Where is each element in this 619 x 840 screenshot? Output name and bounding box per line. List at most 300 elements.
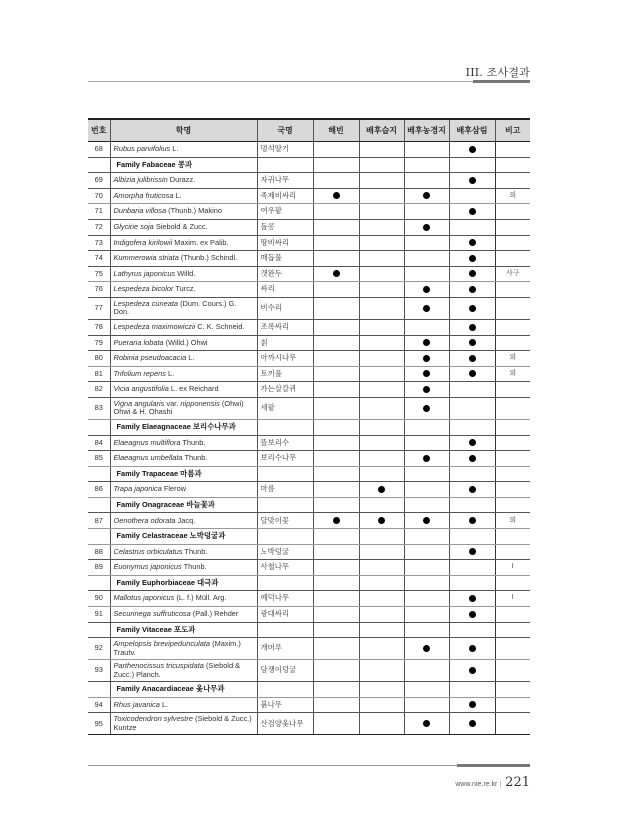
- author: Jacq.: [175, 515, 196, 525]
- species-row: [88, 335, 530, 351]
- cell-number: 82: [88, 382, 110, 398]
- cell-number: 93: [88, 660, 110, 682]
- cell-remarks: [495, 297, 530, 319]
- cell-back-wetland: [359, 482, 404, 498]
- empty-cell: [257, 575, 313, 591]
- cell-scientific-name: [110, 513, 257, 529]
- cell-number: [88, 419, 110, 435]
- empty-cell: [449, 157, 495, 173]
- scientific-name: Vigna angularis: [113, 398, 165, 408]
- empty-cell: [495, 575, 530, 591]
- cell-number: 84: [88, 435, 110, 451]
- cell-number: 79: [88, 335, 110, 351]
- presence-dot-icon: [423, 517, 430, 524]
- cell-scientific-name: [110, 713, 257, 735]
- cell-beach: [313, 560, 359, 576]
- cell-korean-name: 갯완두: [257, 266, 313, 282]
- cell-beach: [313, 544, 359, 560]
- empty-cell: [359, 575, 404, 591]
- presence-dot-icon: [469, 611, 476, 618]
- cell-korean-name: 광대싸리: [257, 607, 313, 623]
- cell-korean-name: 칡: [257, 335, 313, 351]
- cell-korean-name: 돌콩: [257, 219, 313, 235]
- cell-remarks: [495, 335, 530, 351]
- cell-korean-name: 담쟁이덩굴: [257, 660, 313, 682]
- presence-dot-icon: [469, 439, 476, 446]
- cell-back-farmland: [404, 173, 449, 189]
- author: (Siebold & Zucc.) Kuntze: [113, 714, 252, 732]
- cell-remarks: [495, 435, 530, 451]
- empty-cell: [449, 419, 495, 435]
- cell-scientific-name: [110, 451, 257, 467]
- cell-number: 88: [88, 544, 110, 560]
- author: L.: [159, 699, 169, 709]
- presence-dot-icon: [423, 645, 430, 652]
- cell-remarks: [495, 251, 530, 267]
- presence-dot-icon: [423, 455, 430, 462]
- empty-cell: [495, 682, 530, 698]
- presence-dot-icon: [423, 339, 430, 346]
- cell-remarks: [495, 235, 530, 251]
- cell-back-wetland: [359, 513, 404, 529]
- cell-beach: [313, 251, 359, 267]
- cell-number: 95: [88, 713, 110, 735]
- cell-scientific-name: [110, 607, 257, 623]
- cell-back-wetland: [359, 560, 404, 576]
- cell-back-farmland: [404, 142, 449, 158]
- species-row: [88, 713, 530, 735]
- cell-korean-name: 족제비싸리: [257, 188, 313, 204]
- cell-number: 74: [88, 251, 110, 267]
- cell-back-farmland: [404, 282, 449, 298]
- cell-number: 78: [88, 319, 110, 335]
- scientific-name: Elaeagnus umbellata: [113, 453, 183, 463]
- cell-back-forest: [449, 251, 495, 267]
- author-2: (Ohwi) Ohwi & H. Ohashi: [113, 398, 244, 417]
- empty-cell: [313, 682, 359, 698]
- section-title: III. 조사결과: [465, 66, 530, 79]
- cell-back-forest: [449, 435, 495, 451]
- cell-korean-name: 예덕나무: [257, 591, 313, 607]
- species-row: [88, 266, 530, 282]
- cell-back-wetland: [359, 142, 404, 158]
- presence-dot-icon: [469, 595, 476, 602]
- cell-back-forest: [449, 297, 495, 319]
- cell-korean-name: 붉나무: [257, 697, 313, 713]
- cell-beach: [313, 204, 359, 220]
- table-body: [88, 142, 530, 735]
- empty-cell: [495, 622, 530, 638]
- cell-beach: [313, 607, 359, 623]
- presence-dot-icon: [423, 386, 430, 393]
- empty-cell: [257, 497, 313, 513]
- cell-scientific-name: [110, 351, 257, 367]
- scientific-name: Rubus parvifolius: [113, 144, 171, 154]
- empty-cell: [404, 419, 449, 435]
- col-header-korean-name: 국명: [257, 119, 313, 142]
- cell-remarks: [495, 713, 530, 735]
- cell-scientific-name: [110, 660, 257, 682]
- cell-back-wetland: [359, 397, 404, 419]
- scientific-name: Indigofera kirilowii: [113, 237, 173, 247]
- cell-back-forest: [449, 697, 495, 713]
- cell-back-wetland: [359, 591, 404, 607]
- cell-number: 68: [88, 142, 110, 158]
- empty-cell: [495, 419, 530, 435]
- scientific-name: Lespedeza cuneata: [113, 298, 179, 308]
- cell-beach: [313, 142, 359, 158]
- cell-korean-name: 새팥: [257, 397, 313, 419]
- cell-number: 72: [88, 219, 110, 235]
- cell-number: [88, 622, 110, 638]
- presence-dot-icon: [423, 355, 430, 362]
- cell-back-farmland: [404, 351, 449, 367]
- cell-back-wetland: [359, 297, 404, 319]
- cell-back-forest: [449, 607, 495, 623]
- cell-back-forest: [449, 188, 495, 204]
- cell-back-farmland: [404, 266, 449, 282]
- cell-beach: [313, 713, 359, 735]
- presence-dot-icon: [469, 645, 476, 652]
- author: Durazz.: [167, 175, 196, 185]
- cell-beach: [313, 451, 359, 467]
- empty-cell: [404, 466, 449, 482]
- cell-back-wetland: [359, 713, 404, 735]
- cell-scientific-name: [110, 219, 257, 235]
- cell-korean-name: 여우팥: [257, 204, 313, 220]
- scientific-name: Lespedeza maximowiczii: [113, 321, 196, 331]
- cell-number: [88, 529, 110, 545]
- presence-dot-icon: [378, 517, 385, 524]
- cell-back-forest: [449, 235, 495, 251]
- cell-korean-name: 산검양옻나무: [257, 713, 313, 735]
- cell-remarks: [495, 282, 530, 298]
- cell-back-farmland: [404, 435, 449, 451]
- scientific-name: Trapa japonica: [113, 484, 162, 494]
- species-row: [88, 319, 530, 335]
- presence-dot-icon: [378, 486, 385, 493]
- cell-scientific-name: [110, 638, 257, 660]
- empty-cell: [313, 575, 359, 591]
- cell-remarks: [495, 607, 530, 623]
- author: Thunb.: [180, 437, 206, 447]
- footer-rule-accent: [457, 764, 530, 767]
- cell-beach: [313, 235, 359, 251]
- family-name: Family Trapaceae 마름과: [110, 466, 257, 482]
- cell-back-farmland: [404, 697, 449, 713]
- species-row: [88, 251, 530, 267]
- presence-dot-icon: [469, 355, 476, 362]
- family-name: Family Euphorbiaceae 대극과: [110, 575, 257, 591]
- cell-scientific-name: [110, 142, 257, 158]
- cell-number: 75: [88, 266, 110, 282]
- cell-beach: [313, 397, 359, 419]
- cell-back-wetland: [359, 219, 404, 235]
- cell-remarks: 외: [495, 366, 530, 382]
- family-row: [88, 529, 530, 545]
- empty-cell: [257, 529, 313, 545]
- cell-remarks: [495, 219, 530, 235]
- cell-scientific-name: [110, 366, 257, 382]
- author: Turcz.: [173, 284, 196, 294]
- cell-back-forest: [449, 335, 495, 351]
- cell-remarks: [495, 451, 530, 467]
- scientific-name: Vicia angustifolia: [113, 384, 169, 394]
- cell-scientific-name: [110, 173, 257, 189]
- cell-number: 83: [88, 397, 110, 419]
- scientific-name: Elaeagnus multiflora: [113, 437, 181, 447]
- cell-back-forest: [449, 544, 495, 560]
- author: (Thunb.) Makino: [166, 206, 222, 216]
- empty-cell: [495, 529, 530, 545]
- cell-back-farmland: [404, 188, 449, 204]
- cell-back-forest: [449, 660, 495, 682]
- author: L.: [170, 144, 179, 154]
- cell-number: 85: [88, 451, 110, 467]
- author: L.: [186, 353, 195, 363]
- cell-korean-name: 개머루: [257, 638, 313, 660]
- cell-back-farmland: [404, 482, 449, 498]
- author: C. K. Schneid.: [195, 321, 245, 331]
- cell-back-farmland: [404, 591, 449, 607]
- cell-korean-name: 노박덩굴: [257, 544, 313, 560]
- cell-back-wetland: [359, 335, 404, 351]
- cell-korean-name: 달맞이꽃: [257, 513, 313, 529]
- empty-cell: [359, 622, 404, 638]
- cell-beach: [313, 697, 359, 713]
- cell-number: 90: [88, 591, 110, 607]
- cell-back-wetland: [359, 366, 404, 382]
- scientific-name: Toxicodendron sylvestre: [113, 714, 193, 724]
- cell-back-farmland: [404, 607, 449, 623]
- presence-dot-icon: [423, 224, 430, 231]
- family-row: [88, 419, 530, 435]
- cell-number: [88, 682, 110, 698]
- author: Thunb.: [182, 453, 208, 463]
- cell-scientific-name: [110, 319, 257, 335]
- cell-back-farmland: [404, 382, 449, 398]
- species-row: [88, 219, 530, 235]
- cell-back-wetland: [359, 319, 404, 335]
- cell-beach: [313, 382, 359, 398]
- cell-remarks: [495, 660, 530, 682]
- cell-beach: [313, 173, 359, 189]
- empty-cell: [313, 466, 359, 482]
- empty-cell: [313, 497, 359, 513]
- species-row: [88, 297, 530, 319]
- author: (Dum. Cours.) G. Don.: [113, 298, 237, 317]
- cell-scientific-name: [110, 251, 257, 267]
- presence-dot-icon: [333, 270, 340, 277]
- empty-cell: [359, 497, 404, 513]
- cell-back-forest: [449, 451, 495, 467]
- cell-back-wetland: [359, 382, 404, 398]
- cell-beach: [313, 266, 359, 282]
- author: (Pall.) Rehder: [190, 609, 239, 619]
- empty-cell: [404, 575, 449, 591]
- presence-dot-icon: [469, 177, 476, 184]
- header-rule: [88, 81, 530, 82]
- footer-separator: |: [499, 781, 502, 788]
- cell-back-wetland: [359, 451, 404, 467]
- author: Thunb.: [181, 562, 207, 572]
- cell-back-wetland: [359, 351, 404, 367]
- cell-number: 70: [88, 188, 110, 204]
- col-header-number: 번호: [88, 119, 110, 142]
- footer: [455, 775, 530, 790]
- author: (Willd.) Ohwi: [163, 337, 208, 347]
- cell-back-forest: [449, 319, 495, 335]
- scientific-name: Trifolium repens: [113, 368, 166, 378]
- cell-remarks: 외: [495, 351, 530, 367]
- cell-beach: [313, 219, 359, 235]
- author: (Thunb.) Schindl.: [178, 253, 238, 263]
- family-row: [88, 157, 530, 173]
- scientific-name: Parthenocissus tricuspidata: [113, 661, 204, 671]
- footer-url: www.nie.re.kr: [455, 781, 498, 788]
- empty-cell: [359, 419, 404, 435]
- cell-back-farmland: [404, 319, 449, 335]
- cell-number: 73: [88, 235, 110, 251]
- cell-back-forest: [449, 351, 495, 367]
- presence-dot-icon: [423, 405, 430, 412]
- cell-back-wetland: [359, 173, 404, 189]
- page-number: 221: [505, 775, 530, 790]
- cell-beach: [313, 319, 359, 335]
- cell-back-farmland: [404, 219, 449, 235]
- cell-scientific-name: [110, 544, 257, 560]
- cell-back-wetland: [359, 204, 404, 220]
- cell-scientific-name: [110, 335, 257, 351]
- cell-korean-name: 멍석딸기: [257, 142, 313, 158]
- cell-number: 71: [88, 204, 110, 220]
- cell-number: 81: [88, 366, 110, 382]
- species-row: [88, 591, 530, 607]
- empty-cell: [257, 466, 313, 482]
- cell-number: 92: [88, 638, 110, 660]
- presence-dot-icon: [469, 305, 476, 312]
- empty-cell: [359, 529, 404, 545]
- cell-remarks: [495, 382, 530, 398]
- cell-back-farmland: [404, 366, 449, 382]
- col-header-back-forest: 배후삼림: [449, 119, 495, 142]
- cell-back-wetland: [359, 235, 404, 251]
- cell-number: [88, 575, 110, 591]
- scientific-name: Oenothera odorata: [113, 515, 176, 525]
- cell-beach: [313, 513, 359, 529]
- author: Siebold & Zucc.: [153, 222, 208, 232]
- empty-cell: [359, 157, 404, 173]
- cell-number: 91: [88, 607, 110, 623]
- cell-back-wetland: [359, 660, 404, 682]
- presence-dot-icon: [469, 455, 476, 462]
- cell-korean-name: 마름: [257, 482, 313, 498]
- cell-number: 94: [88, 697, 110, 713]
- cell-scientific-name: [110, 591, 257, 607]
- empty-cell: [313, 529, 359, 545]
- cell-scientific-name: [110, 282, 257, 298]
- scientific-name: Albizia julibrissin: [113, 175, 168, 185]
- cell-back-forest: [449, 219, 495, 235]
- cell-scientific-name: [110, 204, 257, 220]
- empty-cell: [257, 157, 313, 173]
- family-name: Family Fabaceae 콩과: [110, 157, 257, 173]
- scientific-name: Lathyrus japonicus: [113, 268, 176, 278]
- cell-korean-name: 조록싸리: [257, 319, 313, 335]
- presence-dot-icon: [469, 146, 476, 153]
- empty-cell: [404, 529, 449, 545]
- cell-back-wetland: [359, 266, 404, 282]
- cell-remarks: 사구: [495, 266, 530, 282]
- cell-scientific-name: [110, 697, 257, 713]
- cell-back-wetland: [359, 544, 404, 560]
- family-row: [88, 622, 530, 638]
- empty-cell: [257, 419, 313, 435]
- empty-cell: [449, 497, 495, 513]
- presence-dot-icon: [469, 370, 476, 377]
- cell-korean-name: 땅비싸리: [257, 235, 313, 251]
- infraspecific-name: nipponensis: [180, 398, 220, 408]
- species-row: [88, 544, 530, 560]
- scientific-name: Amorpha fruticosa: [113, 190, 174, 200]
- cell-back-wetland: [359, 697, 404, 713]
- cell-back-farmland: [404, 513, 449, 529]
- species-row: [88, 697, 530, 713]
- cell-back-forest: [449, 638, 495, 660]
- presence-dot-icon: [469, 339, 476, 346]
- family-name: Family Celastraceae 노박덩굴과: [110, 529, 257, 545]
- cell-korean-name: 매듭풀: [257, 251, 313, 267]
- cell-korean-name: 아까시나무: [257, 351, 313, 367]
- scientific-name: Ampelopsis brevipedunculata: [113, 639, 211, 649]
- cell-back-forest: [449, 173, 495, 189]
- species-row: [88, 482, 530, 498]
- cell-back-wetland: [359, 638, 404, 660]
- presence-dot-icon: [469, 208, 476, 215]
- species-row: [88, 382, 530, 398]
- cell-remarks: I: [495, 560, 530, 576]
- species-row: [88, 173, 530, 189]
- col-header-back-farmland: 배후농경지: [404, 119, 449, 142]
- cell-back-farmland: [404, 451, 449, 467]
- species-row: [88, 204, 530, 220]
- cell-back-forest: [449, 366, 495, 382]
- author: Thunb.: [182, 546, 208, 556]
- presence-dot-icon: [333, 517, 340, 524]
- presence-dot-icon: [423, 305, 430, 312]
- family-row: [88, 497, 530, 513]
- cell-back-forest: [449, 266, 495, 282]
- cell-scientific-name: [110, 188, 257, 204]
- presence-dot-icon: [423, 286, 430, 293]
- species-row: [88, 607, 530, 623]
- cell-remarks: [495, 482, 530, 498]
- cell-scientific-name: [110, 482, 257, 498]
- cell-remarks: [495, 544, 530, 560]
- empty-cell: [313, 419, 359, 435]
- cell-beach: [313, 435, 359, 451]
- family-name: Family Elaeagnaceae 보리수나무과: [110, 419, 257, 435]
- cell-remarks: [495, 142, 530, 158]
- empty-cell: [495, 497, 530, 513]
- cell-back-farmland: [404, 235, 449, 251]
- presence-dot-icon: [423, 370, 430, 377]
- cell-back-forest: [449, 482, 495, 498]
- species-row: [88, 660, 530, 682]
- species-row: [88, 366, 530, 382]
- cell-korean-name: 뜰보리수: [257, 435, 313, 451]
- author: (Maxim.) Trautv.: [113, 639, 241, 657]
